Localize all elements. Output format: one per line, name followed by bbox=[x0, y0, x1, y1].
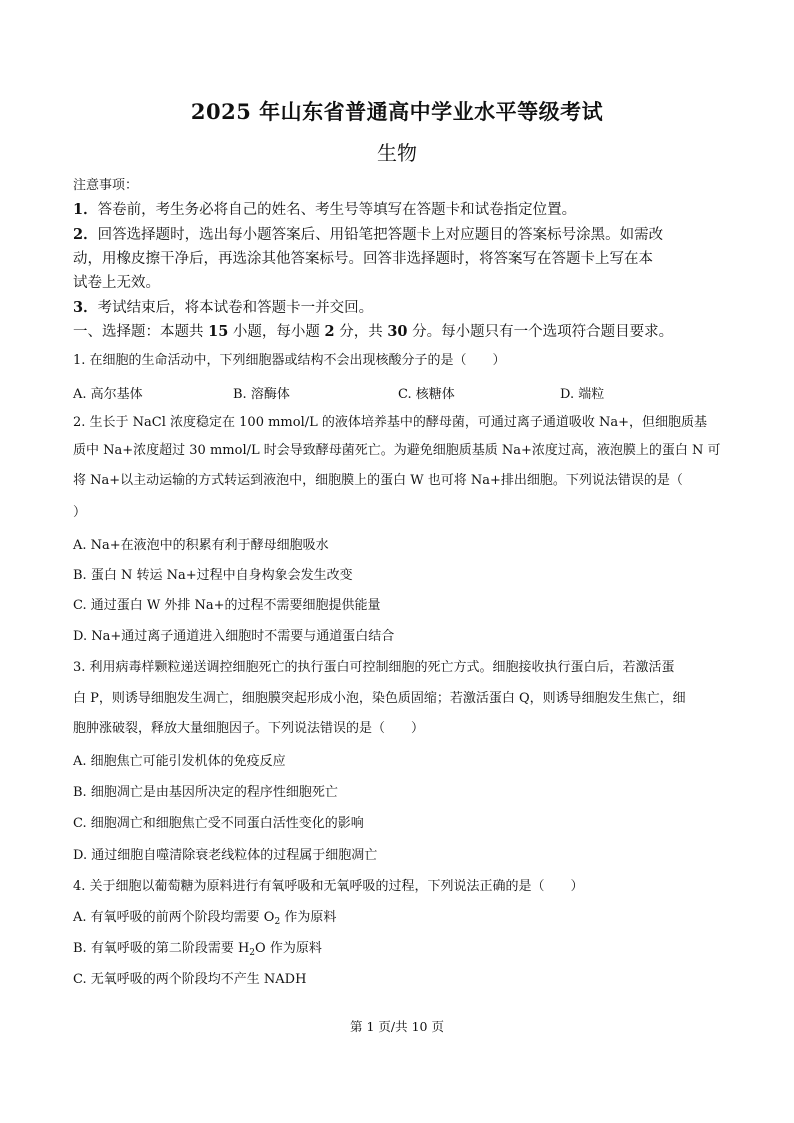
question-1-stem: 1. 在细胞的生命活动中，下列细胞器或结构不会出现核酸分子的是（ ） bbox=[73, 353, 506, 368]
q1-option-b: B. 溶酶体 bbox=[233, 387, 290, 402]
page-number: 第 1 页/共 10 页 bbox=[350, 1019, 444, 1034]
q3-option-b: B. 细胞凋亡是由基因所决定的程序性细胞死亡 bbox=[73, 785, 338, 800]
note-number: 2． bbox=[73, 226, 98, 243]
question-3-stem: 白 P，则诱导细胞发生凋亡，细胞膜突起形成小泡，染色质固缩；若激活蛋白 Q，则诱导细胞发生焦亡，细 bbox=[73, 691, 686, 706]
q3-option-d: D. 通过细胞自噬清除衰老线粒体的过程属于细胞凋亡 bbox=[73, 848, 378, 863]
question-4-stem: 4. 关于细胞以葡萄糖为原料进行有氧呼吸和无氧呼吸的过程，下列说法正确的是（ ） bbox=[73, 879, 584, 894]
q4-option-a: A. 有氧呼吸的前两个阶段均需要 $O_2$ 作为原料 bbox=[73, 910, 337, 927]
q1-option-d: D. 端粒 bbox=[560, 387, 605, 402]
q2-option-d: D. Na+通过离子通道进入细胞时不需要与通道蛋白结合 bbox=[73, 629, 395, 644]
q3-option-a: A. 细胞焦亡可能引发机体的免疫反应 bbox=[73, 754, 286, 769]
q2-option-b: B. 蛋白 N 转运 Na+过程中自身构象会发生改变 bbox=[73, 568, 353, 583]
note-item-2 bbox=[73, 226, 723, 244]
notes-heading: 注意事项： bbox=[73, 178, 139, 193]
note-item-1 bbox=[73, 201, 723, 219]
q3-option-c: C. 细胞凋亡和细胞焦亡受不同蛋白活性变化的影响 bbox=[73, 816, 364, 831]
note-text: 回答选择题时，选出每小题答案后、用铅笔把答题卡上对应题目的答案标号涂黑。如需改 bbox=[97, 227, 664, 243]
exam-title: 2025 年山东省普通高中学业水平等级考试 bbox=[190, 99, 604, 124]
question-2-stem: 将 Na+以主动运输的方式转运到液泡中，细胞膜上的蛋白 W 也可将 Na+排出细胞。下列说法错误的是（ bbox=[73, 473, 683, 488]
note-item-2-cont: 试卷上无效。 bbox=[73, 275, 160, 291]
note-item-2-cont: 动，用橡皮擦干净后，再选涂其他答案标号。回答非选择题时，将答案写在答题卡上写在本 bbox=[73, 251, 653, 267]
question-2-stem: ） bbox=[73, 505, 87, 520]
q4-option-b: B. 有氧呼吸的第二阶段需要 $H_2O$ 作为原料 bbox=[73, 941, 322, 958]
note-number: 3． bbox=[73, 299, 98, 316]
question-2-stem: 2. 生长于 NaCl 浓度稳定在 100 mmol/L 的液体培养基中的酵母菌，可通过离子通道吸收 Na+，但细胞质基 bbox=[73, 415, 708, 430]
section-heading: 一、选择题：本题共 15 小题，每小题 2 分，共 30 分。每小题只有一个选项符合题目要求。 bbox=[73, 323, 674, 340]
question-3-stem: 3. 利用病毒样颗粒递送调控细胞死亡的执行蛋白可控制细胞的死亡方式。细胞接收执行蛋白后，若激活蛋 bbox=[73, 660, 675, 675]
note-text: 考试结束后，将本试卷和答题卡一并交回。 bbox=[97, 300, 374, 316]
question-2-stem: 质中 Na+浓度超过 30 mmol/L 时会导致酵母菌死亡。为避免细胞质基质 Na+浓度过高，液泡膜上的蛋白 N 可 bbox=[73, 443, 721, 458]
question-3-stem: 胞肿涨破裂，释放大量细胞因子。下列说法错误的是（ ） bbox=[73, 721, 425, 736]
q2-option-c: C. 通过蛋白 W 外排 Na+的过程不需要细胞提供能量 bbox=[73, 598, 381, 613]
q2-option-a: A. Na+在液泡中的积累有利于酵母细胞吸水 bbox=[73, 538, 329, 553]
q1-option-a: A. 高尔基体 bbox=[73, 387, 143, 402]
note-number: 1． bbox=[73, 201, 98, 218]
subject-title: 生物 bbox=[377, 141, 417, 165]
note-text: 答卷前，考生务必将自己的姓名、考生号等填写在答题卡和试卷指定位置。 bbox=[97, 202, 577, 218]
q1-option-c: C. 核糖体 bbox=[398, 387, 455, 402]
note-item-3 bbox=[73, 299, 723, 317]
q4-option-c: C. 无氧呼吸的两个阶段均不产生 NADH bbox=[73, 972, 307, 987]
